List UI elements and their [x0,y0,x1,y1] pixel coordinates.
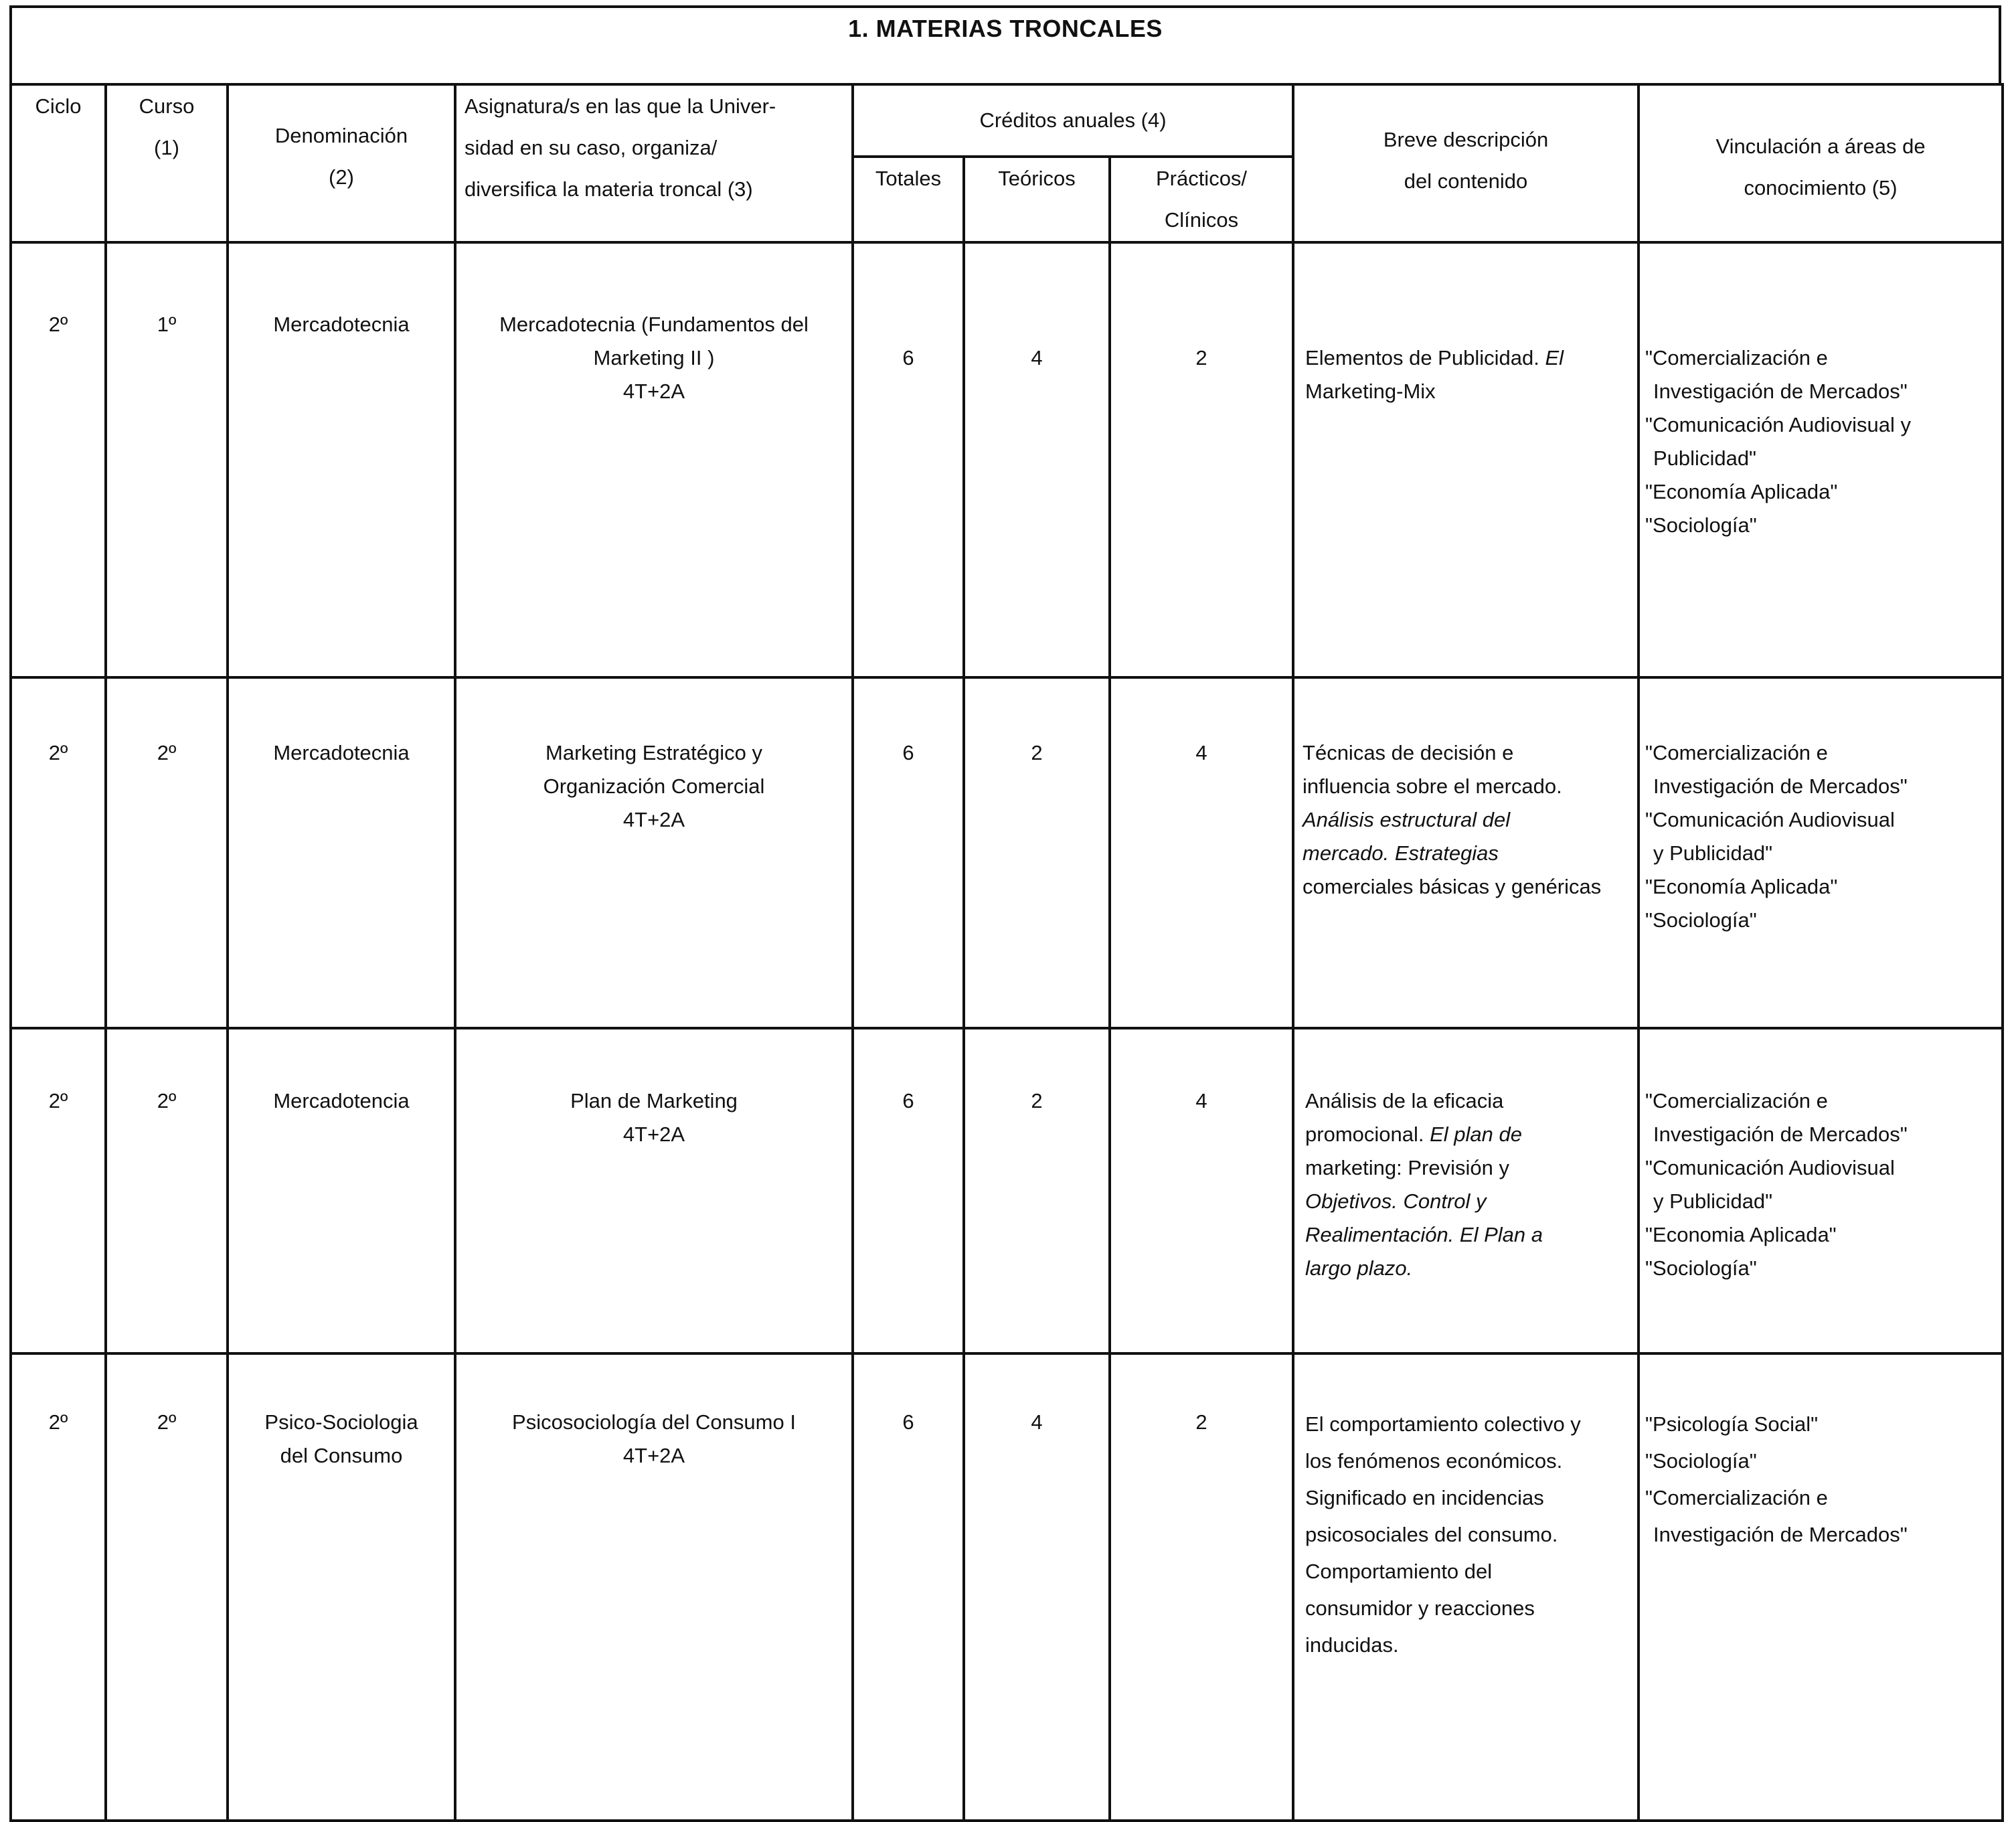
descripcion-line: Marketing-Mix [1305,380,1436,403]
descripcion-line [1305,1118,1632,1151]
header-denominacion-note: (2) [329,165,354,189]
cell-asignatura [455,1028,853,1353]
header-vinculacion-line-1: Vinculación a áreas de [1715,135,1926,158]
header-asignatura [455,84,853,242]
cell-totales: 6 [853,677,964,1028]
descripcion-line: los fenómenos económicos. [1305,1449,1563,1473]
descripcion-line-italic: Análisis estructural del [1303,808,1511,831]
cell-ciclo: 2º [11,1028,106,1353]
area-line: "Sociología" [1645,1449,1757,1473]
area-line: Investigación de Mercados" [1653,1523,1908,1546]
cell-asignatura [455,677,853,1028]
area-line: Investigación de Mercados" [1653,380,1908,403]
document-sheet [9,5,2000,1657]
area-line: "Comunicación Audiovisual y [1645,413,1912,436]
asignatura-line: Psicosociología del Consumo I [512,1410,796,1434]
cell-curso: 1º [106,242,228,677]
table-row [11,1028,2003,1353]
asignatura-line: Plan de Marketing [570,1089,738,1112]
table-row [11,677,2003,1028]
area-line: "Sociología" [1645,513,1757,537]
area-line: "Comercialización e [1645,1486,1828,1509]
cell-practicos: 2 [1110,242,1293,677]
area-line: "Sociología" [1645,1256,1757,1280]
header-denominacion [228,84,455,242]
descripcion-line-italic: Realimentación. El Plan a [1305,1223,1543,1246]
asignatura-line: 4T+2A [622,1444,685,1467]
descripcion-line: marketing: Previsión y [1305,1156,1509,1179]
table-row [11,242,2003,677]
cell-descripcion [1293,677,1639,1028]
asignatura-line: Organización Comercial [543,774,765,798]
header-teoricos-label: Teóricos [998,167,1076,190]
area-line: "Economía Aplicada" [1645,875,1838,898]
cell-vinculacion [1639,677,2003,1028]
header-asignatura-line-1: Asignatura/s en las que la Univer- [465,94,776,118]
descripcion-text-italic: El [1545,346,1564,369]
asignatura-line: 4T+2A [622,808,685,831]
area-line: Investigación de Mercados" [1653,1123,1908,1146]
cell-denominacion: Mercadotecnia [228,242,455,677]
asignatura-line: Mercadotecnia (Fundamentos del [499,313,809,336]
table-row [11,1353,2003,1821]
title-box [9,5,2001,83]
area-line: y Publicidad" [1653,841,1773,865]
cell-descripcion [1293,1028,1639,1353]
descripcion-text: promocional. [1305,1123,1430,1146]
header-denominacion-label: Denominación [274,124,408,147]
cell-denominacion [228,1353,455,1821]
header-asignatura-line-3: diversifica la materia troncal (3) [465,177,753,201]
descripcion-line: El comportamiento colectivo y [1305,1412,1581,1436]
cell-curso: 2º [106,1028,228,1353]
asignatura-line: Marketing Estratégico y [545,741,762,764]
area-line: Publicidad" [1653,446,1757,470]
header-creditos-label: Créditos anuales (4) [979,108,1167,132]
cell-vinculacion [1639,1028,2003,1353]
cell-teoricos: 4 [964,242,1110,677]
header-curso-label: Curso [139,94,195,118]
denominacion-line: Psico-Sociologia [264,1410,418,1434]
asignatura-line: Marketing II ) [593,346,715,369]
header-descripcion-line-1: Breve descripción [1383,128,1549,151]
area-line: "Comunicación Audiovisual [1645,808,1895,831]
cell-asignatura [455,1353,853,1821]
cell-curso: 2º [106,1353,228,1821]
area-line: "Comercialización e [1645,741,1828,764]
troncales-table [9,83,2004,1822]
area-line: "Sociología" [1645,908,1757,932]
descripcion-line: Significado en incidencias [1305,1486,1544,1509]
area-line: y Publicidad" [1653,1189,1773,1213]
header-creditos [853,84,1293,157]
cell-vinculacion [1639,242,2003,677]
header-descripcion-line-2: del contenido [1404,169,1528,193]
cell-descripcion [1293,242,1639,677]
descripcion-line: psicosociales del consumo. [1305,1523,1558,1546]
cell-ciclo: 2º [11,677,106,1028]
cell-teoricos: 2 [964,1028,1110,1353]
area-line: "Comercialización e [1645,346,1828,369]
header-ciclo-label: Ciclo [35,94,82,118]
cell-vinculacion [1639,1353,2003,1821]
cell-totales: 6 [853,1353,964,1821]
cell-teoricos: 4 [964,1353,1110,1821]
area-line: "Comercialización e [1645,1089,1828,1112]
header-totales-label: Totales [875,167,942,190]
descripcion-line [1305,341,1632,375]
cell-denominacion: Mercadotecnia [228,677,455,1028]
cell-teoricos: 2 [964,677,1110,1028]
header-curso [106,84,228,242]
header-practicos [1110,157,1293,242]
descripcion-line: inducidas. [1305,1633,1399,1657]
cell-totales: 6 [853,242,964,677]
cell-ciclo: 2º [11,242,106,677]
descripcion-line: Comportamiento del [1305,1560,1493,1583]
area-line: "Comunicación Audiovisual [1645,1156,1895,1179]
header-asignatura-line-2: sidad en su caso, organiza/ [465,136,718,159]
header-totales [853,157,964,242]
cell-practicos: 4 [1110,677,1293,1028]
cell-asignatura [455,242,853,677]
descripcion-line: Análisis de la eficacia [1305,1089,1504,1112]
cell-practicos: 4 [1110,1028,1293,1353]
header-curso-note: (1) [154,136,179,159]
cell-practicos: 2 [1110,1353,1293,1821]
area-line: "Economía Aplicada" [1645,480,1838,503]
area-line: "Economia Aplicada" [1645,1223,1837,1246]
descripcion-line-italic: Objetivos. Control y [1305,1189,1487,1213]
header-vinculacion [1639,84,2003,242]
page-title: 1. MATERIAS TRONCALES [848,15,1163,42]
header-ciclo [11,84,106,242]
header-teoricos [964,157,1110,242]
descripcion-line-italic: largo plazo. [1305,1256,1413,1280]
asignatura-line: 4T+2A [622,380,685,403]
descripcion-line: Técnicas de decisión e [1303,741,1514,764]
cell-denominacion: Mercadotencia [228,1028,455,1353]
descripcion-text-italic: El plan de [1430,1123,1522,1146]
header-descripcion [1293,84,1639,242]
denominacion-line: del Consumo [280,1444,403,1467]
cell-totales: 6 [853,1028,964,1353]
descripcion-line: influencia sobre el mercado. [1303,774,1562,798]
asignatura-line: 4T+2A [622,1123,685,1146]
header-practicos-line-2: Clínicos [1164,208,1239,232]
descripcion-line: comerciales básicas y genéricas [1303,875,1602,898]
area-line: Investigación de Mercados" [1653,774,1908,798]
cell-descripcion [1293,1353,1639,1821]
cell-curso: 2º [106,677,228,1028]
cell-ciclo: 2º [11,1353,106,1821]
descripcion-line: consumidor y reacciones [1305,1596,1535,1620]
header-row-1 [11,84,2003,157]
header-vinculacion-line-2: conocimiento (5) [1744,176,1898,199]
descripcion-line-italic: mercado. Estrategias [1303,841,1499,865]
descripcion-text: Elementos de Publicidad. [1305,346,1545,369]
area-line: "Psicología Social" [1645,1412,1819,1436]
header-practicos-line-1: Prácticos/ [1155,167,1248,190]
